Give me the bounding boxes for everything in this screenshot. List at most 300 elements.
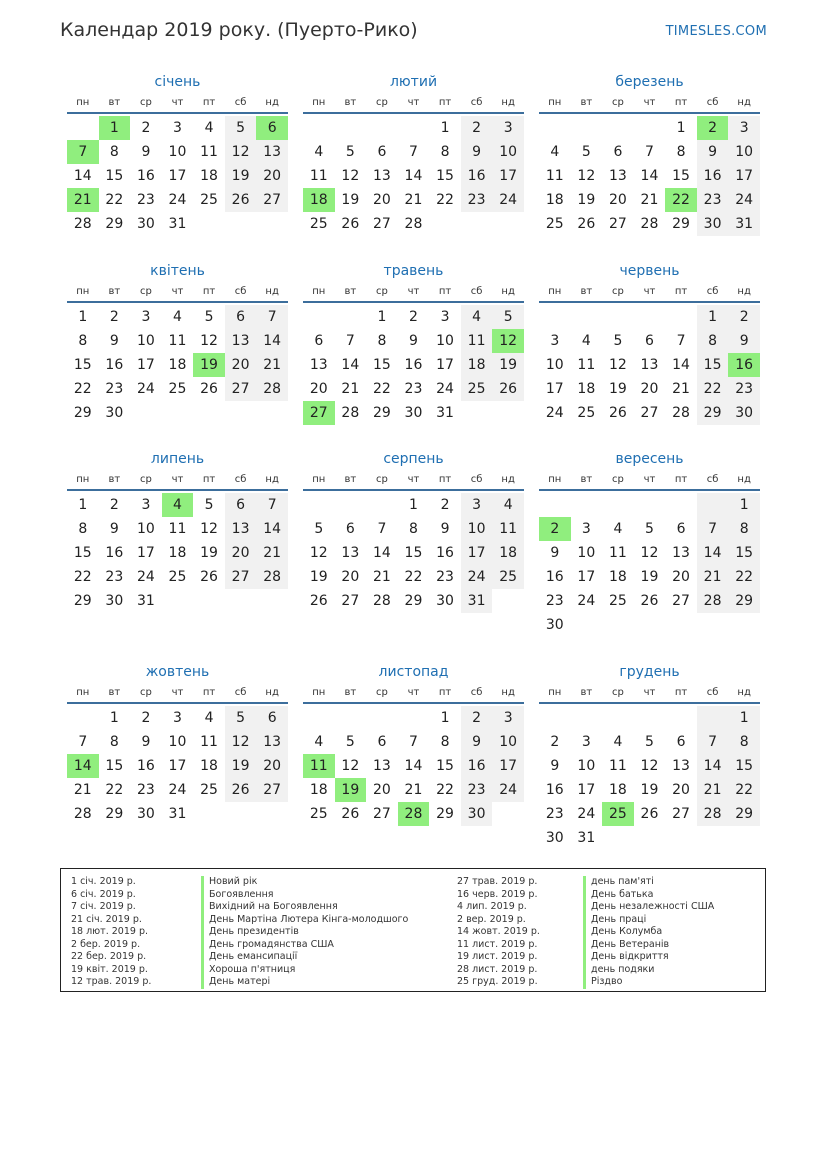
holiday-day-cell[interactable]: 11 [303, 754, 335, 778]
day-cell[interactable]: 1 [676, 120, 686, 136]
day-cell[interactable]: 10 [492, 140, 524, 164]
day-cell[interactable]: 8 [440, 734, 450, 750]
day-cell[interactable]: 8 [728, 517, 760, 541]
day-cell[interactable]: 17 [492, 164, 524, 188]
day-cell[interactable]: 18 [168, 357, 187, 373]
day-cell[interactable]: 15 [436, 758, 454, 774]
day-cell[interactable]: 1 [377, 309, 387, 325]
day-cell[interactable]: 6 [676, 734, 686, 750]
day-cell[interactable]: 25 [168, 381, 187, 397]
day-cell[interactable]: 29 [404, 593, 423, 609]
day-cell[interactable]: 31 [168, 216, 187, 232]
day-cell[interactable]: 24 [461, 565, 493, 589]
day-cell[interactable]: 21 [256, 541, 288, 565]
day-cell[interactable]: 27 [372, 216, 391, 232]
day-cell[interactable]: 8 [440, 144, 450, 160]
day-cell[interactable]: 3 [141, 309, 151, 325]
day-cell[interactable]: 3 [550, 333, 560, 349]
day-cell[interactable]: 3 [581, 521, 591, 537]
day-cell[interactable]: 1 [728, 706, 760, 730]
day-cell[interactable]: 16 [105, 545, 124, 561]
day-cell[interactable]: 1 [78, 497, 88, 513]
day-cell[interactable]: 21 [341, 381, 360, 397]
day-cell[interactable]: 24 [492, 778, 524, 802]
day-cell[interactable]: 5 [492, 305, 524, 329]
day-cell[interactable]: 5 [314, 521, 324, 537]
day-cell[interactable]: 16 [105, 357, 124, 373]
day-cell[interactable]: 30 [697, 212, 729, 236]
day-cell[interactable]: 17 [168, 758, 187, 774]
day-cell[interactable]: 13 [672, 545, 690, 561]
day-cell[interactable]: 7 [697, 517, 729, 541]
day-cell[interactable]: 19 [200, 545, 218, 561]
day-cell[interactable]: 5 [581, 144, 591, 160]
day-cell[interactable]: 12 [200, 521, 218, 537]
day-cell[interactable]: 16 [697, 164, 729, 188]
day-cell[interactable]: 24 [577, 806, 596, 822]
day-cell[interactable]: 3 [492, 706, 524, 730]
day-cell[interactable]: 12 [341, 758, 360, 774]
day-cell[interactable]: 21 [697, 565, 729, 589]
day-cell[interactable]: 29 [105, 806, 124, 822]
day-cell[interactable]: 6 [225, 493, 257, 517]
day-cell[interactable]: 15 [728, 754, 760, 778]
day-cell[interactable]: 24 [168, 782, 187, 798]
day-cell[interactable]: 2 [141, 120, 151, 136]
day-cell[interactable]: 5 [345, 144, 355, 160]
day-cell[interactable]: 31 [436, 405, 454, 421]
day-cell[interactable]: 4 [314, 734, 324, 750]
day-cell[interactable]: 28 [256, 377, 288, 401]
day-cell[interactable]: 2 [109, 309, 119, 325]
day-cell[interactable]: 20 [640, 381, 659, 397]
day-cell[interactable]: 7 [345, 333, 355, 349]
day-cell[interactable]: 27 [256, 778, 288, 802]
day-cell[interactable]: 1 [409, 497, 418, 513]
day-cell[interactable]: 11 [577, 357, 596, 373]
day-cell[interactable]: 23 [404, 381, 423, 397]
day-cell[interactable]: 27 [225, 565, 257, 589]
day-cell[interactable]: 7 [256, 305, 288, 329]
day-cell[interactable]: 5 [204, 309, 214, 325]
day-cell[interactable]: 25 [461, 377, 493, 401]
day-cell[interactable]: 7 [78, 734, 88, 750]
day-cell[interactable]: 20 [672, 782, 690, 798]
day-cell[interactable]: 25 [168, 569, 187, 585]
day-cell[interactable]: 10 [577, 545, 596, 561]
day-cell[interactable]: 26 [492, 377, 524, 401]
day-cell[interactable]: 27 [372, 806, 391, 822]
day-cell[interactable]: 10 [168, 144, 187, 160]
day-cell[interactable]: 7 [645, 144, 654, 160]
day-cell[interactable]: 29 [697, 401, 729, 425]
day-cell[interactable]: 30 [545, 617, 564, 633]
day-cell[interactable]: 28 [372, 593, 391, 609]
day-cell[interactable]: 31 [168, 806, 187, 822]
day-cell[interactable]: 22 [404, 569, 423, 585]
day-cell[interactable]: 14 [404, 758, 423, 774]
day-cell[interactable]: 20 [372, 192, 391, 208]
day-cell[interactable]: 29 [436, 806, 454, 822]
day-cell[interactable]: 10 [577, 758, 596, 774]
day-cell[interactable]: 15 [697, 353, 729, 377]
day-cell[interactable]: 23 [545, 593, 564, 609]
day-cell[interactable]: 24 [545, 405, 564, 421]
day-cell[interactable]: 9 [141, 734, 151, 750]
day-cell[interactable]: 1 [697, 305, 729, 329]
day-cell[interactable]: 11 [309, 168, 328, 184]
day-cell[interactable]: 5 [613, 333, 623, 349]
day-cell[interactable]: 18 [608, 782, 627, 798]
day-cell[interactable]: 6 [225, 305, 257, 329]
day-cell[interactable]: 26 [200, 569, 218, 585]
day-cell[interactable]: 5 [204, 497, 214, 513]
day-cell[interactable]: 27 [256, 188, 288, 212]
day-cell[interactable]: 10 [136, 333, 155, 349]
holiday-day-cell[interactable]: 2 [539, 517, 571, 541]
day-cell[interactable]: 14 [256, 329, 288, 353]
day-cell[interactable]: 18 [200, 168, 218, 184]
day-cell[interactable]: 23 [545, 806, 564, 822]
day-cell[interactable]: 21 [73, 782, 92, 798]
day-cell[interactable]: 22 [728, 565, 760, 589]
day-cell[interactable]: 12 [225, 730, 257, 754]
day-cell[interactable]: 13 [225, 517, 257, 541]
day-cell[interactable]: 6 [676, 521, 686, 537]
day-cell[interactable]: 29 [73, 405, 92, 421]
day-cell[interactable]: 30 [436, 593, 454, 609]
day-cell[interactable]: 13 [309, 357, 328, 373]
day-cell[interactable]: 22 [697, 377, 729, 401]
day-cell[interactable]: 14 [697, 754, 729, 778]
day-cell[interactable]: 23 [105, 381, 124, 397]
day-cell[interactable]: 5 [225, 116, 257, 140]
day-cell[interactable]: 21 [697, 778, 729, 802]
day-cell[interactable]: 5 [645, 734, 654, 750]
day-cell[interactable]: 13 [608, 168, 627, 184]
day-cell[interactable]: 24 [136, 569, 155, 585]
day-cell[interactable]: 12 [225, 140, 257, 164]
holiday-day-cell[interactable]: 12 [492, 329, 524, 353]
day-cell[interactable]: 15 [105, 168, 124, 184]
day-cell[interactable]: 6 [377, 144, 387, 160]
day-cell[interactable]: 3 [492, 116, 524, 140]
day-cell[interactable]: 24 [168, 192, 187, 208]
day-cell[interactable]: 4 [613, 734, 623, 750]
day-cell[interactable]: 28 [672, 405, 690, 421]
holiday-day-cell[interactable]: 7 [67, 140, 99, 164]
day-cell[interactable]: 4 [613, 521, 623, 537]
day-cell[interactable]: 26 [640, 806, 659, 822]
day-cell[interactable]: 15 [404, 545, 423, 561]
day-cell[interactable]: 31 [577, 830, 596, 846]
day-cell[interactable]: 10 [492, 730, 524, 754]
day-cell[interactable]: 3 [581, 734, 591, 750]
day-cell[interactable]: 20 [309, 381, 328, 397]
day-cell[interactable]: 13 [341, 545, 360, 561]
day-cell[interactable]: 22 [728, 778, 760, 802]
day-cell[interactable]: 13 [672, 758, 690, 774]
day-cell[interactable]: 9 [141, 144, 151, 160]
day-cell[interactable]: 26 [608, 405, 627, 421]
day-cell[interactable]: 14 [341, 357, 360, 373]
day-cell[interactable]: 16 [545, 782, 564, 798]
day-cell[interactable]: 20 [341, 569, 360, 585]
day-cell[interactable]: 17 [436, 357, 454, 373]
day-cell[interactable]: 11 [200, 734, 218, 750]
day-cell[interactable]: 9 [461, 730, 493, 754]
day-cell[interactable]: 19 [225, 754, 257, 778]
day-cell[interactable]: 9 [697, 140, 729, 164]
day-cell[interactable]: 20 [225, 353, 257, 377]
day-cell[interactable]: 10 [461, 517, 493, 541]
holiday-day-cell[interactable]: 1 [99, 116, 131, 140]
day-cell[interactable]: 22 [436, 192, 454, 208]
day-cell[interactable]: 25 [492, 565, 524, 589]
day-cell[interactable]: 10 [436, 333, 454, 349]
day-cell[interactable]: 26 [640, 593, 659, 609]
day-cell[interactable]: 14 [640, 168, 659, 184]
day-cell[interactable]: 9 [461, 140, 493, 164]
day-cell[interactable]: 1 [440, 710, 450, 726]
day-cell[interactable]: 8 [409, 521, 418, 537]
day-cell[interactable]: 11 [608, 758, 627, 774]
day-cell[interactable]: 27 [640, 405, 659, 421]
day-cell[interactable]: 15 [105, 758, 124, 774]
day-cell[interactable]: 27 [608, 216, 627, 232]
day-cell[interactable]: 28 [404, 216, 423, 232]
day-cell[interactable]: 17 [136, 357, 155, 373]
day-cell[interactable]: 3 [461, 493, 493, 517]
day-cell[interactable]: 10 [168, 734, 187, 750]
holiday-day-cell[interactable]: 19 [193, 353, 225, 377]
holiday-day-cell[interactable]: 27 [303, 401, 335, 425]
day-cell[interactable]: 14 [404, 168, 423, 184]
day-cell[interactable]: 21 [640, 192, 659, 208]
day-cell[interactable]: 15 [73, 545, 92, 561]
day-cell[interactable]: 30 [136, 806, 155, 822]
day-cell[interactable]: 7 [676, 333, 686, 349]
day-cell[interactable]: 15 [73, 357, 92, 373]
day-cell[interactable]: 29 [728, 802, 760, 826]
day-cell[interactable]: 2 [141, 710, 151, 726]
day-cell[interactable]: 4 [461, 305, 493, 329]
day-cell[interactable]: 9 [550, 758, 560, 774]
day-cell[interactable]: 11 [168, 521, 187, 537]
day-cell[interactable]: 18 [168, 545, 187, 561]
day-cell[interactable]: 8 [78, 521, 88, 537]
day-cell[interactable]: 8 [697, 329, 729, 353]
day-cell[interactable]: 1 [440, 120, 450, 136]
day-cell[interactable]: 17 [461, 541, 493, 565]
day-cell[interactable]: 19 [341, 192, 360, 208]
day-cell[interactable]: 29 [105, 216, 124, 232]
day-cell[interactable]: 31 [136, 593, 155, 609]
day-cell[interactable]: 24 [492, 188, 524, 212]
day-cell[interactable]: 1 [109, 710, 119, 726]
day-cell[interactable]: 18 [492, 541, 524, 565]
day-cell[interactable]: 6 [256, 706, 288, 730]
holiday-day-cell[interactable]: 6 [256, 116, 288, 140]
day-cell[interactable]: 16 [461, 164, 493, 188]
day-cell[interactable]: 11 [608, 545, 627, 561]
day-cell[interactable]: 22 [105, 782, 124, 798]
day-cell[interactable]: 11 [461, 329, 493, 353]
day-cell[interactable]: 3 [440, 309, 450, 325]
day-cell[interactable]: 2 [440, 497, 450, 513]
day-cell[interactable]: 17 [168, 168, 187, 184]
day-cell[interactable]: 26 [200, 381, 218, 397]
day-cell[interactable]: 7 [256, 493, 288, 517]
day-cell[interactable]: 18 [309, 782, 328, 798]
day-cell[interactable]: 29 [672, 216, 690, 232]
day-cell[interactable]: 6 [645, 333, 654, 349]
day-cell[interactable]: 11 [168, 333, 187, 349]
day-cell[interactable]: 4 [492, 493, 524, 517]
day-cell[interactable]: 28 [697, 589, 729, 613]
day-cell[interactable]: 3 [141, 497, 151, 513]
day-cell[interactable]: 23 [136, 192, 155, 208]
holiday-day-cell[interactable]: 28 [398, 802, 430, 826]
day-cell[interactable]: 13 [372, 168, 391, 184]
day-cell[interactable]: 15 [436, 168, 454, 184]
day-cell[interactable]: 30 [728, 401, 760, 425]
day-cell[interactable]: 23 [697, 188, 729, 212]
day-cell[interactable]: 2 [728, 305, 760, 329]
day-cell[interactable]: 6 [345, 521, 355, 537]
day-cell[interactable]: 6 [377, 734, 387, 750]
day-cell[interactable]: 4 [173, 309, 182, 325]
day-cell[interactable]: 9 [440, 521, 450, 537]
day-cell[interactable]: 4 [204, 120, 214, 136]
day-cell[interactable]: 21 [256, 353, 288, 377]
day-cell[interactable]: 19 [492, 353, 524, 377]
day-cell[interactable]: 25 [577, 405, 596, 421]
day-cell[interactable]: 15 [672, 168, 690, 184]
day-cell[interactable]: 17 [492, 754, 524, 778]
holiday-day-cell[interactable]: 4 [162, 493, 194, 517]
day-cell[interactable]: 20 [256, 754, 288, 778]
day-cell[interactable]: 19 [225, 164, 257, 188]
day-cell[interactable]: 12 [577, 168, 596, 184]
day-cell[interactable]: 16 [136, 758, 155, 774]
day-cell[interactable]: 23 [461, 188, 493, 212]
day-cell[interactable]: 15 [372, 357, 391, 373]
day-cell[interactable]: 19 [309, 569, 328, 585]
day-cell[interactable]: 12 [640, 545, 659, 561]
day-cell[interactable]: 20 [608, 192, 627, 208]
day-cell[interactable]: 30 [105, 593, 124, 609]
day-cell[interactable]: 25 [545, 216, 564, 232]
day-cell[interactable]: 23 [136, 782, 155, 798]
day-cell[interactable]: 7 [377, 521, 387, 537]
day-cell[interactable]: 7 [409, 734, 418, 750]
day-cell[interactable]: 26 [341, 806, 360, 822]
day-cell[interactable]: 27 [672, 593, 690, 609]
day-cell[interactable]: 9 [109, 333, 119, 349]
day-cell[interactable]: 9 [728, 329, 760, 353]
day-cell[interactable]: 23 [436, 569, 454, 585]
day-cell[interactable]: 10 [728, 140, 760, 164]
day-cell[interactable]: 25 [309, 216, 328, 232]
day-cell[interactable]: 9 [409, 333, 418, 349]
day-cell[interactable]: 2 [461, 706, 493, 730]
day-cell[interactable]: 10 [545, 357, 564, 373]
day-cell[interactable]: 28 [341, 405, 360, 421]
day-cell[interactable]: 27 [341, 593, 360, 609]
day-cell[interactable]: 22 [436, 782, 454, 798]
day-cell[interactable]: 4 [550, 144, 560, 160]
day-cell[interactable]: 25 [608, 593, 627, 609]
day-cell[interactable]: 27 [225, 377, 257, 401]
day-cell[interactable]: 17 [577, 782, 596, 798]
day-cell[interactable]: 13 [256, 730, 288, 754]
day-cell[interactable]: 31 [461, 589, 493, 613]
day-cell[interactable]: 28 [256, 565, 288, 589]
day-cell[interactable]: 17 [577, 569, 596, 585]
day-cell[interactable]: 12 [341, 168, 360, 184]
day-cell[interactable]: 13 [225, 329, 257, 353]
day-cell[interactable]: 22 [73, 569, 92, 585]
day-cell[interactable]: 11 [545, 168, 564, 184]
day-cell[interactable]: 30 [105, 405, 124, 421]
day-cell[interactable]: 13 [256, 140, 288, 164]
day-cell[interactable]: 24 [728, 188, 760, 212]
day-cell[interactable]: 30 [136, 216, 155, 232]
day-cell[interactable]: 4 [581, 333, 591, 349]
day-cell[interactable]: 30 [461, 802, 493, 826]
day-cell[interactable]: 26 [225, 188, 257, 212]
day-cell[interactable]: 14 [73, 168, 92, 184]
day-cell[interactable]: 8 [109, 144, 119, 160]
day-cell[interactable]: 26 [225, 778, 257, 802]
day-cell[interactable]: 6 [314, 333, 324, 349]
day-cell[interactable]: 3 [728, 116, 760, 140]
day-cell[interactable]: 21 [372, 569, 391, 585]
day-cell[interactable]: 7 [697, 730, 729, 754]
day-cell[interactable]: 26 [341, 216, 360, 232]
holiday-day-cell[interactable]: 21 [67, 188, 99, 212]
holiday-day-cell[interactable]: 22 [665, 188, 697, 212]
holiday-day-cell[interactable]: 14 [67, 754, 99, 778]
day-cell[interactable]: 6 [613, 144, 623, 160]
day-cell[interactable]: 8 [109, 734, 119, 750]
day-cell[interactable]: 20 [672, 569, 690, 585]
day-cell[interactable]: 24 [436, 381, 454, 397]
holiday-day-cell[interactable]: 25 [602, 802, 634, 826]
day-cell[interactable]: 2 [109, 497, 119, 513]
day-cell[interactable]: 12 [608, 357, 627, 373]
day-cell[interactable]: 28 [73, 806, 92, 822]
day-cell[interactable]: 14 [256, 517, 288, 541]
day-cell[interactable]: 11 [200, 144, 218, 160]
day-cell[interactable]: 25 [200, 192, 218, 208]
day-cell[interactable]: 16 [461, 754, 493, 778]
day-cell[interactable]: 16 [545, 569, 564, 585]
day-cell[interactable]: 25 [200, 782, 218, 798]
day-cell[interactable]: 18 [577, 381, 596, 397]
day-cell[interactable]: 1 [728, 493, 760, 517]
day-cell[interactable]: 14 [372, 545, 391, 561]
day-cell[interactable]: 20 [372, 782, 391, 798]
day-cell[interactable]: 12 [200, 333, 218, 349]
day-cell[interactable]: 15 [728, 541, 760, 565]
day-cell[interactable]: 23 [461, 778, 493, 802]
day-cell[interactable]: 17 [136, 545, 155, 561]
day-cell[interactable]: 18 [545, 192, 564, 208]
day-cell[interactable]: 18 [200, 758, 218, 774]
day-cell[interactable]: 9 [550, 545, 560, 561]
